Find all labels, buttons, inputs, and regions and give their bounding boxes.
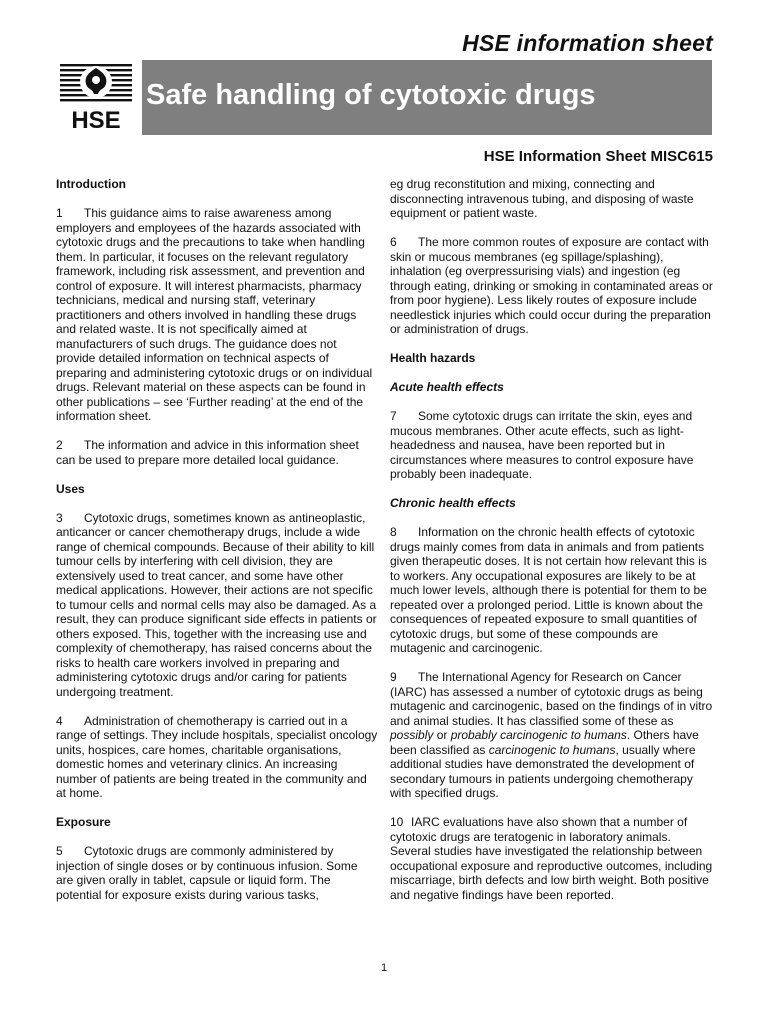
paragraph-text: The more common routes of exposure are contact with skin or mucous membranes (eg spillage/splashing), inhalation (eg overpressurising vials) and ingestion (eg through eating, drinking or smoking in contaminated areas or from poor hygiene). Less likely routes of exposure include needlestick injuries which could occur during the preparation or administration of drugs. <box>390 235 713 336</box>
paragraph-number: 4 <box>56 713 63 728</box>
paragraph-4 <box>56 714 378 801</box>
sheet-label: HSE information sheet <box>462 30 713 56</box>
italic-carcinogenic: carcinogenic to humans <box>488 742 616 757</box>
acute-effects-heading: Acute health effects <box>390 380 504 394</box>
italic-possibly: possibly <box>390 728 434 742</box>
uses-heading: Uses <box>56 481 85 496</box>
logo-text: HSE <box>71 107 121 132</box>
paragraph-3 <box>56 511 378 700</box>
paragraph-text: Cytotoxic drugs are commonly administered by injection of single doses or by continuous infusion. Some are given orally in tablet, capsule or liquid form. The potential for exposure exists during various tasks, <box>56 844 358 902</box>
paragraph-5-continued: eg drug reconstitution and mixing, connecting and disconnecting intravenous tubing, and disposing of waste equipment or patient waste. <box>390 177 694 220</box>
health-hazards-heading: Health hazards <box>390 351 476 365</box>
left-column <box>56 177 378 917</box>
paragraph-10 <box>390 815 714 902</box>
paragraph-number: 8 <box>390 525 397 539</box>
paragraph-number: 3 <box>56 510 63 525</box>
paragraph-number: 10 <box>390 815 404 829</box>
paragraph-text-a: The International Agency for Research on Cancer (IARC) has assessed a number of cytotoxic drugs as being mutagenic and carcinogenic, based on the findings of in vitro and animal studies. It has classified some of these as <box>390 670 713 728</box>
paragraph-text-b: or <box>433 728 451 742</box>
page-title: Safe handling of cytotoxic drugs <box>146 79 596 111</box>
paragraph-1 <box>56 206 378 424</box>
paragraph-text: IARC evaluations have also shown that a number of cytotoxic drugs are teratogenic in laboratory animals. Several studies have investigated the relationship between occupational exposure and reproductive outcomes, including miscarriage, birth defects and low birth weight. Both positive and negative findings have been reported. <box>390 815 713 902</box>
paragraph-number: 5 <box>56 844 63 858</box>
italic-probably-carcinogenic: probably carcinogenic to humans <box>450 728 627 742</box>
paragraph-number: 2 <box>56 438 63 452</box>
paragraph-number: 6 <box>390 235 397 249</box>
paragraph-text-d: , usually where additional studies have demonstrated the development of secondary tumours in patients undergoing chemotherapy with specified drugs. <box>390 742 696 800</box>
paragraph-text: Cytotoxic drugs, sometimes known as antineoplastic, anticancer or cancer chemotherapy drugs, include a wide range of chemical compounds. Because of their ability to kill tumour cells by interfering with cell division, they are extensively used to treat cancer, and some have other medical applications. However, their actions are not specific to tumour cells and normal cells may also be damaged. As a result, they can produce significant side effects in patients or others exposed. This, together with the increasing use and complexity of chemotherapy, has raised concerns about the risks to health care workers involved in preparing and administering cytotoxic drugs and/or caring for patients undergoing treatment. <box>56 510 377 699</box>
chronic-effects-heading: Chronic health effects <box>390 496 516 510</box>
paragraph-text-c: . Others have been classified as <box>390 728 699 757</box>
right-column <box>390 177 714 917</box>
hse-logo <box>56 60 136 132</box>
paragraph-text: This guidance aims to raise awareness among employers and employees of the hazards associated with cytotoxic drugs and the precautions to take when handling them. In particular, it focuses on the relevant regulatory framework, including risk assessment, and prevention and control of exposure. It will interest pharmacists, pharmacy technicians, medical and nursing staff, veterinary practitioners and others involved in handling these drugs and related waste. It is not specifically aimed at manufacturers of such drugs. The guidance does not provide detailed information on technical aspects of preparing and administering cytotoxic drugs or on individual drugs. Relevant material on these aspects can be found in other publications – see ‘Further reading’ at the end of the information sheet. <box>56 206 373 423</box>
paragraph-number: 9 <box>390 670 397 684</box>
paragraph-text: Administration of chemotherapy is carried out in a range of settings. They include hospitals, specialist oncology units, hospices, care homes, charitable organisations, domestic homes and veterinary clinics. An increasing number of patients are being treated in the community and at home. <box>56 713 378 800</box>
paragraph-8 <box>390 525 714 656</box>
paragraph-text: Some cytotoxic drugs can irritate the skin, eyes and mucous membranes. Other acute effects, such as light-headedness and nausea, have been reported but in circumstances where measures to control exposure have probably been inadequate. <box>390 409 694 481</box>
title-banner <box>142 60 712 135</box>
paragraph-5 <box>56 844 378 902</box>
paragraph-6 <box>390 235 714 337</box>
paragraph-text: The information and advice in this information sheet can be used to prepare more detailed local guidance. <box>56 438 359 467</box>
paragraph-text: Information on the chronic health effects of cytotoxic drugs mainly comes from data in animals and from patients given therapeutic doses. It is not certain how relevant this is to workers. Any occupational exposures are likely to be at much lower levels, although there is potential for them to be repeated over a prolonged period. Little is known about the consequences of repeated exposure to small quantities of cytotoxic drugs, but some of these compounds are mutagenic and carcinogenic. <box>390 525 707 655</box>
introduction-heading: Introduction <box>56 177 126 191</box>
paragraph-number: 7 <box>390 409 397 423</box>
document-reference: HSE Information Sheet MISC615 <box>483 148 713 165</box>
paragraph-2 <box>56 438 378 467</box>
paragraph-9 <box>390 670 714 801</box>
paragraph-number: 1 <box>56 206 63 220</box>
paragraph-7 <box>390 409 714 482</box>
exposure-heading: Exposure <box>56 815 111 829</box>
page-number: 1 <box>380 962 388 974</box>
